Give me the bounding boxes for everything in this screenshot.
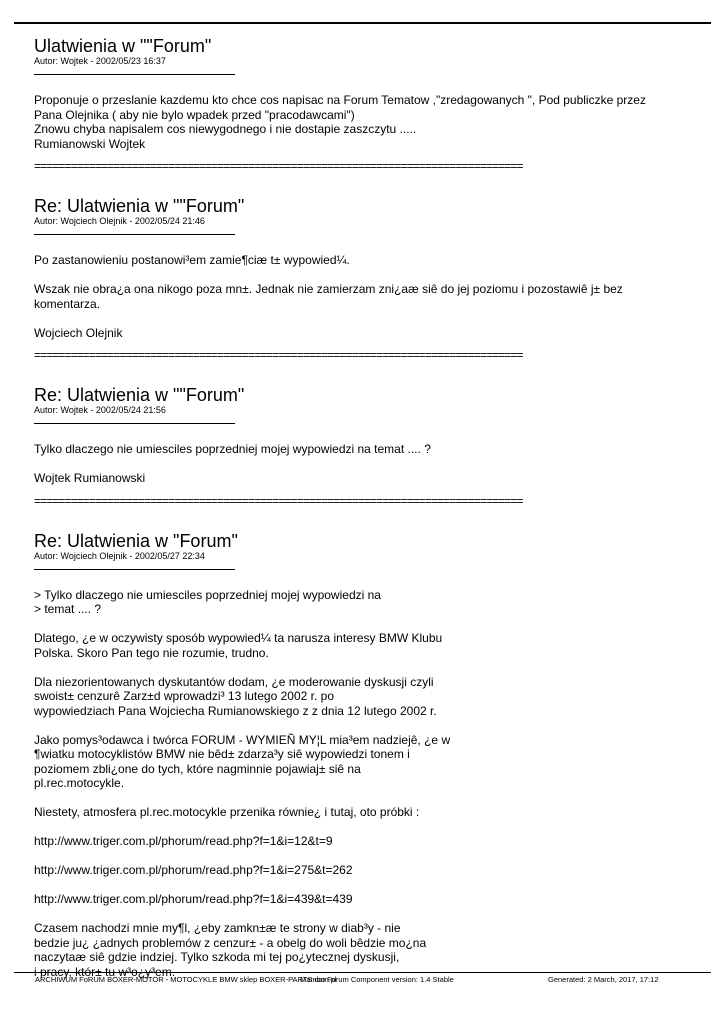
post-body [34, 253, 694, 340]
post-meta: Autor: Wojciech Olejnik - 2002/05/27 22:34 [34, 550, 205, 561]
post-link[interactable]: http://www.triger.com.pl/phorum/read.php?f=1&i=439&t=439 [34, 892, 353, 906]
post-paragraph: Wszak nie obra¿a ona nikogo poza mn±. Jednak nie zamierzam zni¿aæ siê do jej poziomu i pozostawiê j± bez komentarza. [34, 282, 623, 311]
top-rule [14, 22, 711, 24]
title-underline [34, 74, 235, 75]
title-underline [34, 234, 235, 235]
post-link[interactable]: http://www.triger.com.pl/phorum/read.php?f=1&i=275&t=262 [34, 863, 353, 877]
post-title: Re: Ulatwienia w ""Forum" [34, 196, 245, 216]
post-paragraph: Niestety, atmosfera pl.rec.motocykle przenika równie¿ i tutaj, oto próbki : [34, 805, 420, 819]
post-paragraph: Tylko dlaczego nie umiesciles poprzedniej mojej wypowiedzi na temat .... ? [34, 442, 431, 456]
post-paragraph-quote: > Tylko dlaczego nie umiesciles poprzedniej mojej wypowiedzi na > temat .... ? [34, 587, 381, 616]
post-body [34, 93, 694, 151]
post-separator: ================================================================================ [34, 493, 523, 508]
post-paragraph: Wojtek Rumianowski [34, 471, 146, 485]
post-paragraph: Dla niezorientowanych dyskutantów dodam, ¿e moderowanie dyskusji czyli swoist± cenzurê Zarz±d wprowadzi³ 13 lutego 2002 r. po wypowiedziach Pana Wojciecha Rumianowskiego z z dnia 12 lutego 2002 r. [34, 674, 437, 718]
post-separator: ================================================================================ [34, 348, 523, 362]
post-meta: Autor: Wojtek - 2002/05/23 16:37 [34, 56, 166, 66]
post-body [34, 588, 694, 980]
forum-post [34, 36, 694, 173]
post-title: Ulatwienia w ""Forum" [34, 36, 212, 56]
post-body [34, 442, 694, 486]
forum-post [34, 385, 694, 508]
post-title: Re: Ulatwienia w ""Forum" [34, 385, 245, 405]
forum-post [34, 531, 694, 980]
post-separator: ================================================================================ [34, 159, 523, 173]
document-content [34, 36, 694, 1002]
post-meta: Autor: Wojtek - 2002/05/24 21:56 [34, 405, 166, 415]
post-paragraph: Czasem nachodzi mnie my¶l, ¿eby zamkn±æ te strony w diab³y - nie bedzie ju¿ ¿adnych problemów z cenzur± - a obelg do woli bêdzie mo¿na naczytaæ siê gdzie indziej. Tylko szkoda mi tej po¿ytecznej dyskusji, i pracy, któr± tu w³o¿y³em. [34, 921, 427, 979]
post-paragraph: Proponuje o przeslanie kazdemu kto chce cos napisac na Forum Tematow ,"zredagowanych ", Pod publiczke przez Pana Olejnika ( aby nie bylo wpadek przed "pracodawcami") Znowu chyba napisalem cos niewygodnego i nie dostapie zaszczytu ..... Rumianowski Wojtek [34, 93, 646, 151]
post-paragraph: Po zastanowieniu postanowi³em zamie¶ciæ t± wypowied¼. [34, 253, 350, 267]
post-paragraph: Dlatego, ¿e w oczywisty sposób wypowied¼ ta narusza interesy BMW Klubu Polska. Skoro Pan tego nie rozumie, trudno. [34, 631, 443, 660]
title-underline [34, 423, 235, 424]
footer-rule [14, 972, 711, 973]
post-meta: Autor: Wojciech Olejnik - 2002/05/24 21:46 [34, 216, 205, 226]
footer-archive-label: ARCHIWUM FoRUM BOXER-MOTOR - MOTOCYKLE BMW sklep BOXER-PARTS.com.pl [35, 975, 337, 984]
footer-component-version: Mambo Forum Component version: 1.4 Stable [300, 975, 454, 984]
title-underline [34, 569, 235, 570]
post-paragraph: Wojciech Olejnik [34, 325, 123, 340]
footer-generated-date: Generated: 2 March, 2017, 17:12 [548, 975, 659, 984]
forum-post [34, 196, 694, 362]
post-link[interactable]: http://www.triger.com.pl/phorum/read.php?f=1&i=12&t=9 [34, 834, 333, 848]
post-paragraph: Jako pomys³odawca i twórca FORUM - WYMIEÑ MY¦L mia³em nadziejê, ¿e w ¶wiatku motocyklistów BMW nie bêd± zdarza³y siê wypowiedzi tonem i poziomem zbli¿one do tych, które nagminnie pojawiaj± siê na pl.rec.motocykle. [34, 732, 451, 790]
post-title: Re: Ulatwienia w "Forum" [34, 530, 238, 551]
